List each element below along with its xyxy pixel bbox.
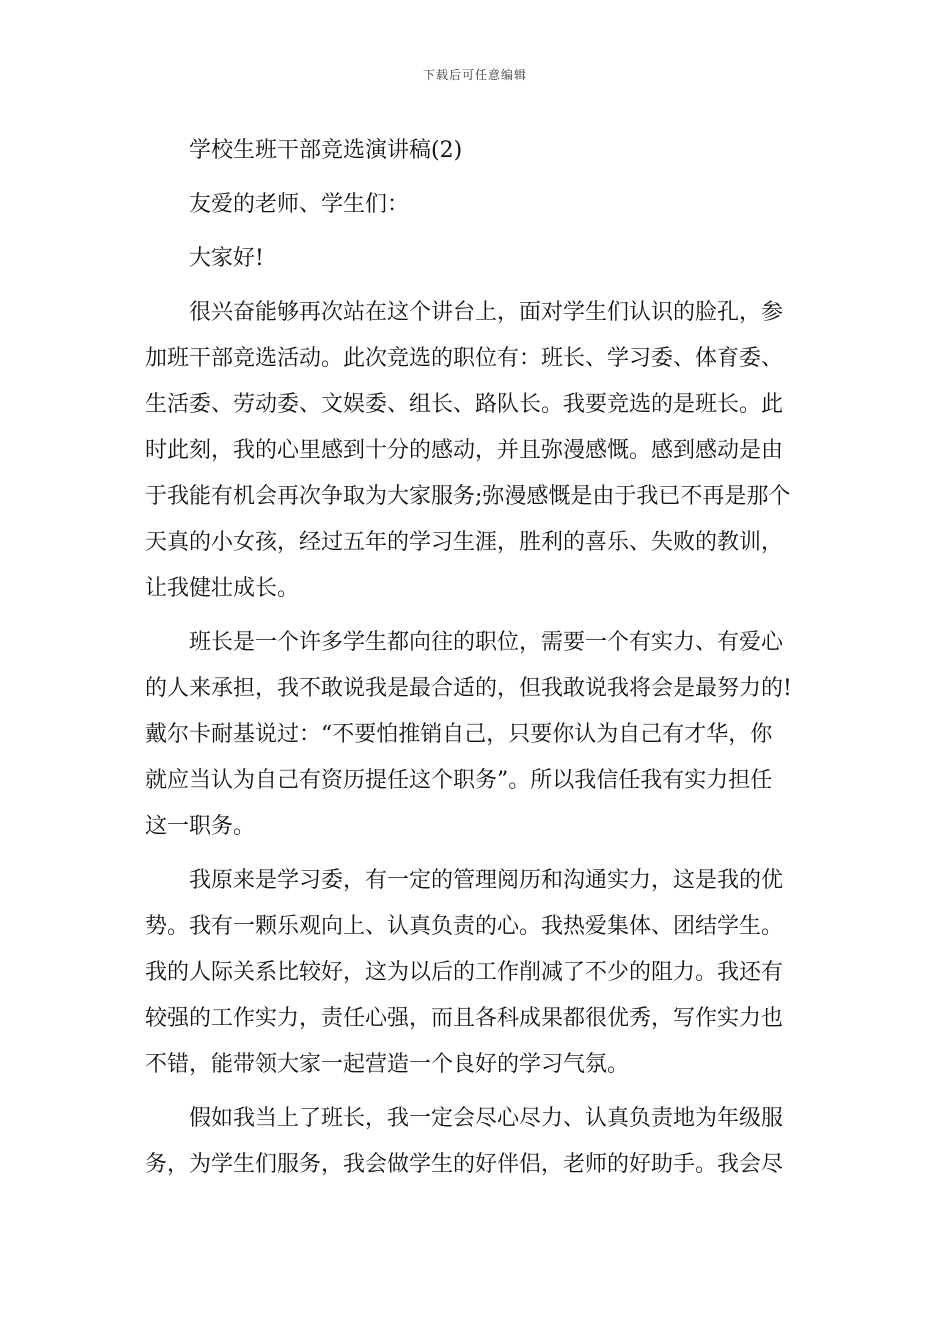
page-header-note: 下载后可任意编辑 [422,68,527,82]
paragraph-line: 我的人际关系比较好，这为以后的工作削减了不少的阻力。我还有 [145,960,784,985]
paragraph-line: 务，为学生们服务，我会做学生的好伴侣，老师的好助手。我会尽 [145,1152,784,1177]
paragraph-line: 生活委、劳动委、文娱委、组长、路队长。我要竞选的是班长。此 [145,392,784,417]
paragraph-line: 加班干部竞选活动。此次竞选的职位有：班长、学习委、体育委、 [145,346,784,371]
paragraph-line: 较强的工作实力，责任心强，而且各科成果都很优秀，写作实力也 [145,1006,784,1031]
greeting: 大家好! [189,246,264,271]
paragraph-line: 我原来是学习委，有一定的管理阅历和沟通实力，这是我的优 [189,868,784,893]
paragraph-4 [145,1096,805,1188]
paragraph-line: 就应当认为自己有资历提任这个职务”。所以我信任我有实力担任 [145,768,773,793]
paragraph-line: 的人来承担，我不敢说我是最合适的，但我敢说我将会是最努力的! [145,676,792,701]
paragraph-line: 班长是一个许多学生都向往的职位，需要一个有实力、有爱心 [189,630,784,655]
paragraph-line: 势。我有一颗乐观向上、认真负责的心。我热爱集体、团结学生。 [145,914,784,939]
paragraph-line: 天真的小女孩，经过五年的学习生涯，胜利的喜乐、失败的教训， [145,530,784,555]
paragraph-line: 很兴奋能够再次站在这个讲台上，面对学生们认识的脸孔，参 [189,300,784,325]
paragraph-1 [145,290,805,612]
salutation: 友爱的老师、学生们： [189,192,410,217]
paragraph-3 [145,858,805,1088]
paragraph-line: 戴尔卡耐基说过：“不要怕推销自己，只要你认为自己有才华，你 [145,722,773,747]
paragraph-line: 于我能有机会再次争取为大家服务;弥漫感慨是由于我已不再是那个 [145,484,791,509]
document-body [145,128,805,1188]
document-title: 学校生班干部竞选演讲稿(2) [189,138,463,163]
paragraph-line: 假如我当上了班长，我一定会尽心尽力、认真负责地为年级服 [189,1106,784,1131]
paragraph-line: 不错，能带领大家一起营造一个良好的学习气氛。 [145,1052,630,1077]
paragraph-2 [145,620,805,850]
paragraph-line: 时此刻，我的心里感到十分的感动，并且弥漫感慨。感到感动是由 [145,438,784,463]
paragraph-line: 这一职务。 [145,814,256,839]
paragraph-line: 让我健壮成长。 [145,576,300,601]
